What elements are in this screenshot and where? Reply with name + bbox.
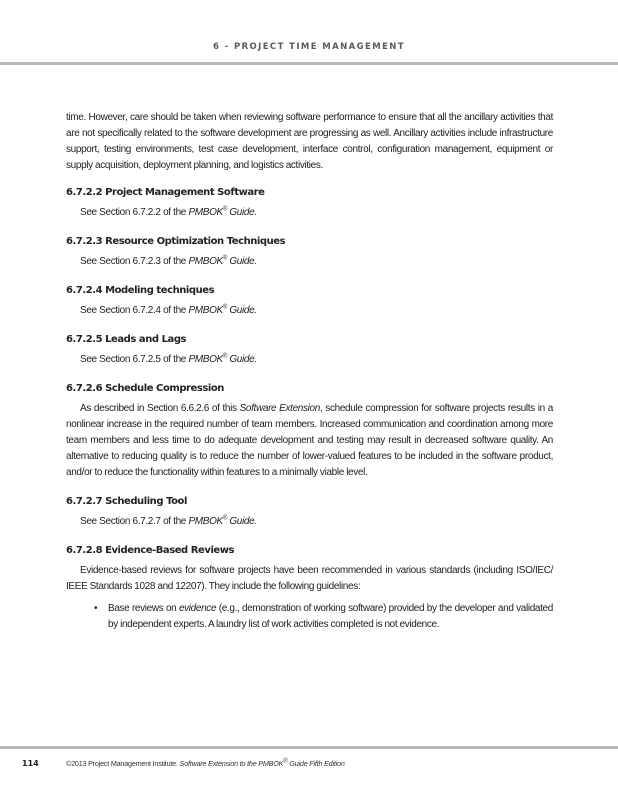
page-content bbox=[66, 110, 553, 633]
section-ref-6-7-2-2: See Section 6.7.2.2 of the PMBOK® Guide. bbox=[80, 206, 257, 218]
section-title-leads-and-lags: 6.7.2.5 Leads and Lags bbox=[66, 334, 187, 345]
intro-paragraph: time. However, care should be taken when reviewing software performance to ensure that all the ancillary activities that are not specifically related to the software development are progressing as well. Ancillary activities include infrastructure support, testing environments, test case development, interface control, configuration management, equipment or supply acquisition, deployment planning, and logistics activities. bbox=[66, 112, 553, 171]
section-title-scheduling-tool: 6.7.2.7 Scheduling Tool bbox=[66, 496, 187, 507]
section-title-evidence-based-reviews: 6.7.2.8 Evidence-Based Reviews bbox=[66, 545, 235, 556]
section-title-schedule-compression: 6.7.2.6 Schedule Compression bbox=[66, 383, 224, 394]
header-rule bbox=[0, 62, 618, 65]
running-head: 6 - PROJECT TIME MANAGEMENT bbox=[213, 42, 405, 52]
footer-copyright: ©2013 Project Management Institute. Software Extension to the PMBOK® Guide Fifth Edition bbox=[66, 758, 345, 768]
section-ref-6-7-2-4: See Section 6.7.2.4 of the PMBOK® Guide. bbox=[80, 304, 257, 316]
footer-rule bbox=[0, 746, 618, 749]
evidence-bullet-item: • Base reviews on evidence (e.g., demonstration of working software) provided by the developer and validated by independent experts. A laundry list of work activities completed is not evidence. bbox=[94, 603, 553, 630]
section-ref-6-7-2-5: See Section 6.7.2.5 of the PMBOK® Guide. bbox=[80, 353, 257, 365]
section-title-modeling-techniques: 6.7.2.4 Modeling techniques bbox=[66, 285, 215, 296]
section-ref-6-7-2-7: See Section 6.7.2.7 of the PMBOK® Guide. bbox=[80, 515, 257, 527]
schedule-compression-paragraph: As described in Section 6.6.2.6 of this Software Extension, schedule compression for software projects results in a nonlinear increase in the required number of team members. Increased communication and coordination among more team members and less time to do adequate development and testing may result in decreased software quality. An alternative to reducing quality is to reduce the number of lower-valued features to be included in the software product, and/or to reduce the functionality within features to a minimally viable level. bbox=[66, 403, 553, 478]
page-number: 114 bbox=[22, 759, 39, 768]
bullet-icon: • bbox=[94, 603, 98, 614]
section-title-resource-optimization: 6.7.2.3 Resource Optimization Techniques bbox=[66, 236, 286, 247]
section-title-project-management-software: 6.7.2.2 Project Management Software bbox=[66, 187, 265, 198]
section-ref-6-7-2-3: See Section 6.7.2.3 of the PMBOK® Guide. bbox=[80, 255, 257, 267]
evidence-reviews-paragraph: Evidence-based reviews for software projects have been recommended in various standards (including ISO/IEC/ IEEE Standards 1028 and 12207). They include the following guidelines: bbox=[66, 565, 553, 592]
